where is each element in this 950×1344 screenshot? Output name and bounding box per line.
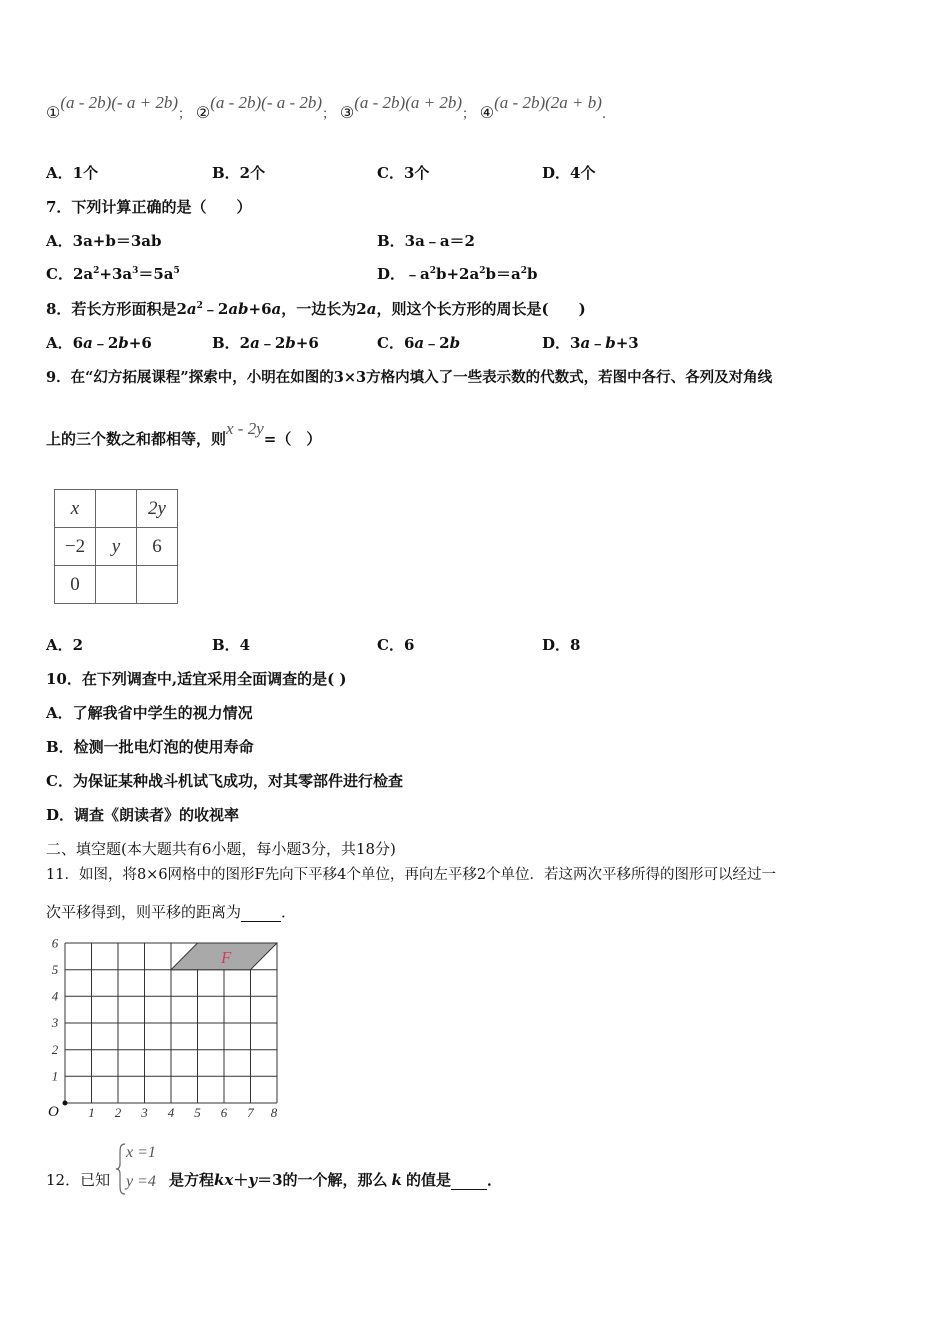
q12-var: y [248,1171,258,1189]
q12-text: 是方程 [169,1171,215,1189]
q8-opt-text: +6 [295,334,319,352]
q6-sep-1: ； [178,107,192,122]
grid-cell: y [96,528,137,566]
q8-exp: 2 [196,301,203,311]
q9-option-b: B．4 [212,636,251,654]
q8-opt-var: a [414,334,425,352]
grid-row [55,566,178,604]
q7-c-part3: ＝5a [138,265,174,283]
q12-var: kx [214,1171,234,1189]
q7-d-exp2: 2 [479,266,486,276]
answer-blank [241,903,281,922]
x-tick: 4 [167,1105,175,1120]
shape-f-label: F [221,948,232,967]
q8-opt-var: b [285,334,296,352]
y-tick-labels [51,936,59,1084]
q7-option-d [377,263,537,284]
q9-stem-line1: 9．在“幻方拓展课程”探索中，小明在如图的3×3方格内填入了一些表示数的代数式，若图中各行、各列及对角线 [46,369,773,386]
q12-number: 12．已知 [46,1171,111,1189]
q8-text: ，一边长为2 [281,300,367,318]
q9-option-d: D．8 [542,636,581,654]
q7-option-a: A．3a+b＝3ab [46,232,162,250]
q8-opt-var: a [83,334,93,352]
q9-option-c: C．6 [377,636,415,654]
q8-opt-var: b [449,334,461,352]
q8-opt-var: b [118,334,129,352]
q8-option-c [377,332,460,353]
q8-opt-text: ﹣2 [424,334,450,352]
q8-text: ，则这个长方形的周长是( ) [376,300,586,318]
q7-c-exp3: 5 [173,266,180,276]
q8-text: 8．若长方形面积是2 [46,300,187,318]
q6-expr-1: (a - 2b)(- a + 2b) [60,93,179,112]
q8-option-b [212,332,319,353]
q11-stem-line2 [46,901,296,922]
q7-d-part3: b＝a [485,265,521,283]
y-tick: 1 [51,1068,59,1084]
q6-option-c: C．3个 [377,164,430,182]
q7-option-b: B．3a﹣a＝2 [377,232,475,250]
q8-opt-var: a [580,334,591,352]
q12-text: 的值是 [405,1171,451,1189]
q12-text: ． [486,1171,502,1189]
x-tick: 2 [114,1105,122,1120]
grid-cell: 6 [137,528,178,566]
magic-square-grid [54,489,178,604]
q6-option-d: D．4个 [542,164,596,182]
q6-marker-1: ① [46,103,61,122]
q12-text: ＋ [233,1171,249,1189]
q7-option-c [46,263,180,284]
q7-c-exp2: 3 [132,266,139,276]
q8-opt-text: ﹣ [590,334,606,352]
grid-cell: 2y [137,490,178,528]
grid-row [55,490,178,528]
q8-opt-text: A．6 [46,334,84,352]
q8-opt-text: +3 [615,334,639,352]
grid-cell: x [55,490,96,528]
q8-opt-text: +6 [128,334,152,352]
x-tick: 1 [88,1105,95,1120]
q9-line2-pre: 上的三个数之和都相等，则 [46,430,227,448]
grid-cell: −2 [55,528,96,566]
q12-stem [169,1169,502,1190]
q7-c-part: C．2a [46,265,94,283]
q8-text: +6 [248,300,272,318]
origin-label: O [48,1104,59,1120]
section-heading: 二、填空题(本大题共有6小题，每小题3分，共18分) [46,840,396,858]
q10-option-d: D．调查《朗读者》的收视率 [46,806,240,824]
q9-stem-line2 [46,419,322,449]
x-tick: 3 [141,1105,148,1120]
q10-option-a: A．了解我省中学生的视力情况 [46,704,253,722]
q8-text: ﹣2 [202,300,229,318]
q8-opt-var: b [605,334,616,352]
q8-var: a [366,300,377,318]
q11-stem-line1: 11．如图，将8×6网格中的图形F先向下平移4个单位，再向左平移2个单位．若这两次平移所得的图形可以经过一 [46,867,777,883]
grid-cell [96,566,137,604]
y-tick: 2 [51,1041,59,1057]
y-tick: 4 [51,988,59,1004]
q9-line2-post: =（ ） [263,430,322,448]
grid-cell [137,566,178,604]
q8-var: a [186,300,197,318]
x-tick: 6 [220,1105,228,1120]
q7-d-part4: b [526,265,538,283]
q6-sep-3: ； [462,107,476,122]
q8-var: a [271,300,282,318]
y-tick: 6 [51,936,59,951]
q8-opt-text: D．3 [542,334,581,352]
q7-d-exp1: 2 [429,266,436,276]
q12-system-eq1: x =1 [126,1144,156,1161]
q6-marker-4: ④ [479,103,495,122]
x-tick: 7 [247,1105,254,1120]
q8-opt-text: C．6 [377,334,415,352]
q8-var: ab [228,300,249,318]
q6-sep-4: . [601,107,607,122]
q7-d-exp3: 2 [520,266,527,276]
origin-dot [63,1101,68,1106]
grid-cell: 0 [55,566,96,604]
q11-line2: 次平移得到，则平移的距离为 [46,903,242,921]
q6-option-b: B．2个 [212,164,266,182]
q7-stem: 7．下列计算正确的是（ ） [46,198,252,216]
q9-expr: x - 2y [226,419,264,438]
q8-opt-text: ﹣2 [92,334,119,352]
y-tick: 3 [51,1015,59,1031]
x-tick: 8 [270,1105,278,1120]
q8-opt-text: ﹣2 [259,334,286,352]
q10-stem: 10．在下列调查中,适宜采用全面调查的是( ) [46,670,347,688]
answer-blank [451,1171,487,1190]
grid-row [55,528,178,566]
y-tick: 5 [51,961,59,977]
q8-option-d [542,332,639,353]
q9-option-a: A．2 [46,636,84,654]
q7-c-part2: +3a [99,265,133,283]
q11-grid-figure [40,936,290,1121]
q7-d-part2: b+2a [436,265,480,283]
q6-expr-2: (a - 2b)(- a - 2b) [210,93,323,112]
q8-opt-text: B．2 [212,334,251,352]
q10-option-c: C．为保证某种战斗机试飞成功，对其零部件进行检查 [46,772,403,790]
q6-items [46,93,607,123]
x-tick: 5 [194,1105,201,1120]
grid-cell [96,490,137,528]
q10-option-b: B．检测一批电灯泡的使用寿命 [46,738,254,756]
q12-text: ＝3的一个解，那么 [257,1171,388,1189]
q6-expr-3: (a - 2b)(a + 2b) [354,93,462,112]
q6-sep-2: ； [322,107,336,122]
q8-stem [46,298,586,319]
q7-d-part: D．﹣a [377,265,430,283]
q6-option-a: A．1个 [46,164,99,182]
q12-var: k [391,1171,402,1189]
q8-opt-var: a [250,334,260,352]
q6-marker-3: ③ [339,103,355,122]
x-tick-labels [88,1105,278,1120]
q7-c-exp1: 2 [93,266,100,276]
q6-expr-4: (a - 2b)(2a + b) [494,93,602,112]
q8-option-a [46,332,152,353]
q12-system-eq2: y =4 [126,1173,156,1190]
q6-marker-2: ② [195,103,211,122]
q11-line2-end: ． [281,903,297,921]
